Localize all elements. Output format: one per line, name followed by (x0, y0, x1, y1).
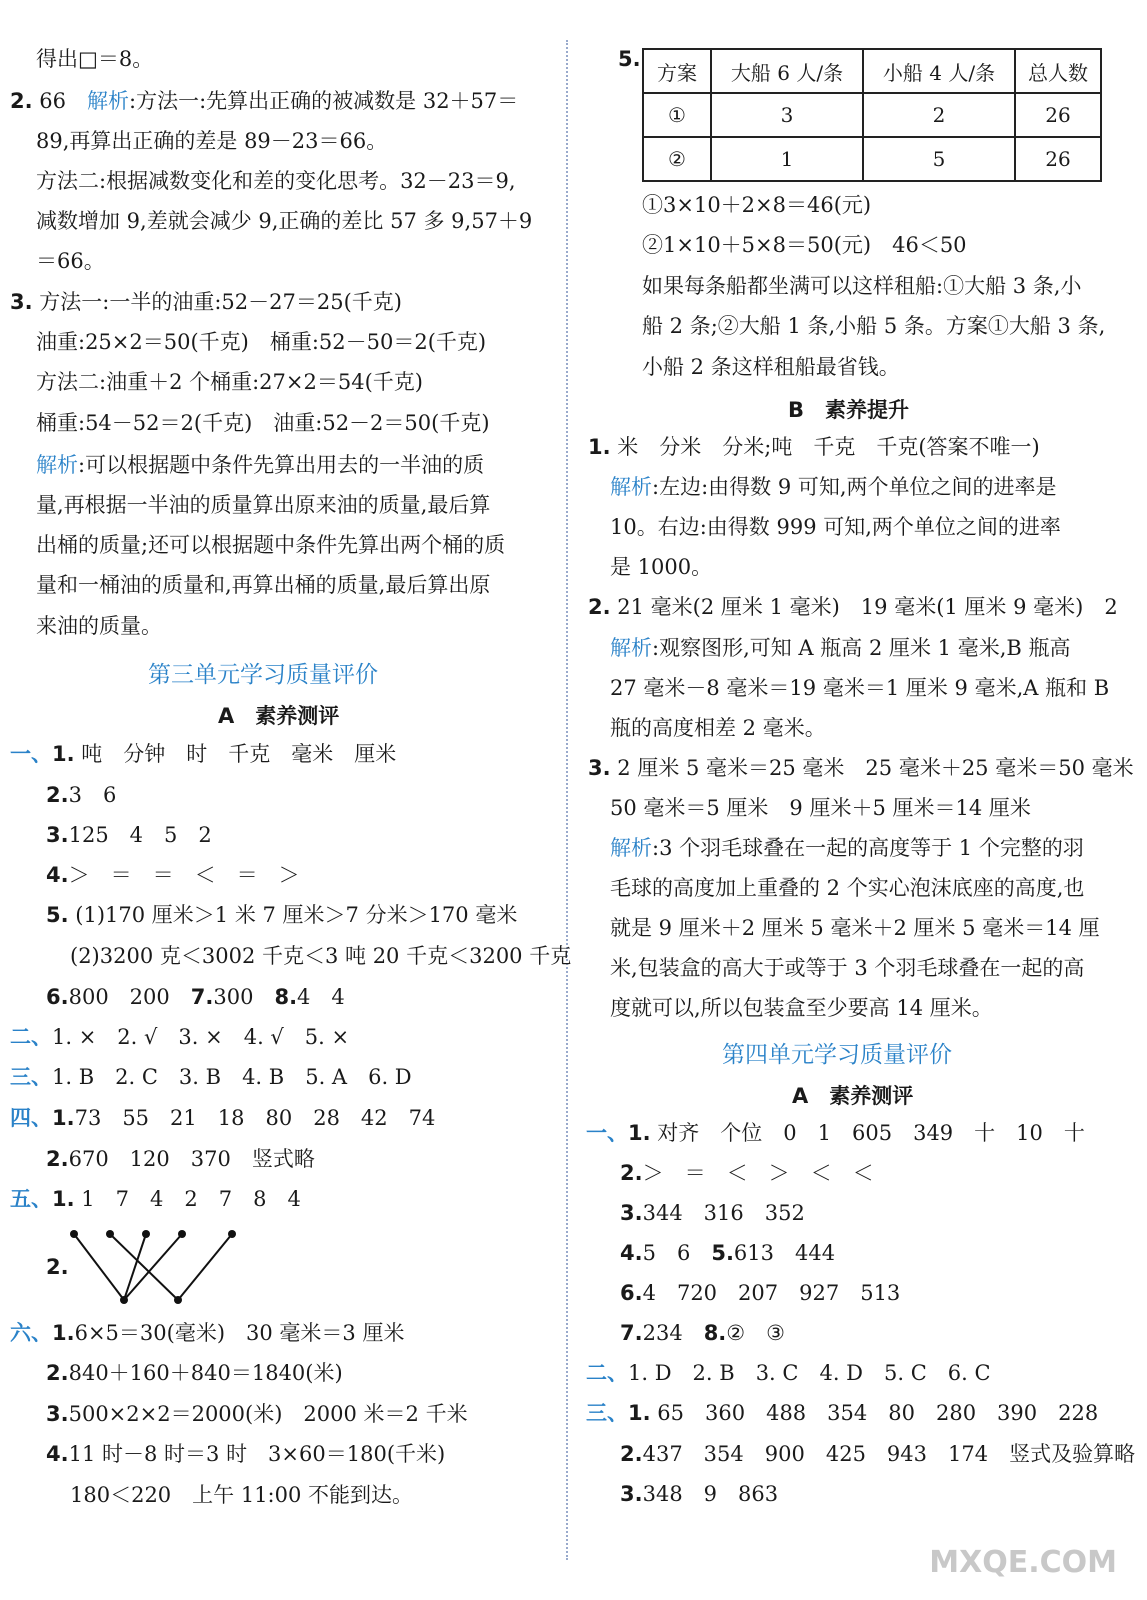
answer-line: 5. (618, 47, 641, 71)
table-row (643, 93, 1101, 137)
table-cell: ① (643, 93, 711, 137)
answer-line: 3. 2 厘米 5 毫米＝25 毫米 25 毫米＋25 毫米＝50 毫米 (588, 756, 1134, 780)
table-cell: 5 (863, 137, 1015, 181)
answer-line: 2.840＋160＋840＝1840(米) (46, 1361, 343, 1385)
matching-lines-diagram (60, 1224, 250, 1308)
table-header: 大船 6 人/条 (711, 49, 863, 93)
answer-line: 27 毫米－8 毫米＝19 毫米＝1 厘米 9 毫米,A 瓶和 B (610, 676, 1110, 700)
answer-line: 量和一桶油的质量和,再算出桶的质量,最后算出原 (36, 573, 491, 597)
analysis-label: 解析 (36, 453, 78, 477)
unit-heading: 第三单元学习质量评价 (148, 662, 378, 688)
table-cell: 1 (711, 137, 863, 181)
answer-line: 就是 9 厘米＋2 厘米 5 毫米＋2 厘米 5 毫米＝14 厘 (610, 916, 1100, 940)
match-dot (70, 1230, 78, 1238)
answer-line: 89,再算出正确的差是 89－23＝66。 (36, 129, 388, 153)
answer-line: 4.5 6 5.613 444 (620, 1241, 836, 1265)
answer-line: 3.125 4 5 2 (46, 823, 212, 847)
answer-line: 桶重:54－52＝2(千克) 油重:52－2＝50(千克) (36, 411, 490, 435)
answer-line: 3.500×2×2＝2000(米) 2000 米＝2 千米 (46, 1402, 468, 1426)
analysis-label: 解析 (610, 836, 652, 860)
answer-line: 四、1.73 55 21 18 80 28 42 74 (10, 1106, 436, 1130)
plan-table (642, 48, 1102, 182)
answer-line: 方法二:根据减数变化和差的变化思考。32－23＝9, (36, 169, 516, 193)
match-dot (228, 1230, 236, 1238)
answer-line: 2.3 6 (46, 783, 117, 807)
answer-line: 一、1. 对齐 个位 0 1 605 349 十 10 十 (586, 1121, 1085, 1145)
answer-line: 2.437 354 900 425 943 174 竖式及验算略 (620, 1442, 1136, 1466)
table-header: 方案 (643, 49, 711, 93)
answer-line: 解析:3 个羽毛球叠在一起的高度等于 1 个完整的羽 (610, 836, 1084, 860)
answer-line: 3.348 9 863 (620, 1482, 779, 1506)
answer-line: 6.800 200 7.300 8.4 4 (46, 985, 345, 1009)
answer-line: 三、1. 65 360 488 354 80 280 390 228 (586, 1401, 1099, 1425)
answer-line: 油重:25×2＝50(千克) 桶重:52－50＝2(千克) (36, 330, 487, 354)
match-line (110, 1234, 178, 1300)
answer-line: 6.4 720 207 927 513 (620, 1281, 901, 1305)
answer-line: 二、1. × 2. √ 3. × 4. √ 5. × (10, 1025, 350, 1049)
match-dot (120, 1296, 128, 1304)
answer-line: 50 毫米＝5 厘米 9 厘米＋5 厘米＝14 厘米 (610, 796, 1031, 820)
match-line (178, 1234, 232, 1300)
answer-line: 10。右边:由得数 999 可知,两个单位之间的进率 (610, 515, 1061, 539)
answer-line: 五、1. 1 7 4 2 7 8 4 (10, 1187, 301, 1211)
answer-line: 2.＞ ＝ ＜ ＞ ＜ ＜ (620, 1161, 874, 1185)
answer-line: 六、1.6×5＝30(毫米) 30 毫米＝3 厘米 (10, 1321, 405, 1345)
section-subheading: A 素养测评 (792, 1084, 914, 1108)
answer-line: 方法二:油重＋2 个桶重:27×2＝54(千克) (36, 370, 423, 394)
answer-line: 减数增加 9,差就会减少 9,正确的差比 57 多 9,57＋9 (36, 209, 533, 233)
answer-line: ＝66。 (36, 249, 105, 273)
answer-line: 7.234 8.② ③ (620, 1321, 785, 1345)
table-header-row (643, 49, 1101, 93)
section-subheading: A 素养测评 (218, 704, 340, 728)
answer-line: 三、1. B 2. C 3. B 4. B 5. A 6. D (10, 1065, 412, 1089)
analysis-label: 解析 (610, 475, 652, 499)
match-dot (106, 1230, 114, 1238)
table-header: 小船 4 人/条 (863, 49, 1015, 93)
watermark-logo: MXQE.COM (929, 1545, 1117, 1580)
answer-line: 量,再根据一半油的质量算出原来油的质量,最后算 (36, 493, 491, 517)
match-dot (142, 1230, 150, 1238)
answer-line: 3.344 316 352 (620, 1201, 805, 1225)
match-dot (178, 1230, 186, 1238)
unit-heading: 第四单元学习质量评价 (722, 1042, 952, 1068)
answer-line: 来油的质量。 (36, 614, 162, 638)
analysis-label: 解析 (87, 89, 130, 113)
table-cell: 3 (711, 93, 863, 137)
match-line (74, 1234, 124, 1300)
answer-line: 4.11 时－8 时＝3 时 3×60＝180(千米) (46, 1442, 446, 1466)
column-separator (566, 40, 568, 1560)
table-cell: 26 (1015, 137, 1101, 181)
table-cell: ② (643, 137, 711, 181)
answer-line: 一、1. 吨 分钟 时 千克 毫米 厘米 (10, 742, 397, 766)
table-row (643, 137, 1101, 181)
answer-line: (2)3200 克＜3002 千克＜3 吨 20 千克＜3200 千克 (70, 944, 572, 968)
answer-line: 米,包装盒的高大于或等于 3 个羽毛球叠在一起的高 (610, 956, 1085, 980)
answer-line: 得出□＝8。 (36, 47, 154, 71)
answer-line: 船 2 条;②大船 1 条,小船 5 条。方案①大船 3 条, (642, 314, 1106, 338)
analysis-label: 解析 (610, 636, 652, 660)
answer-line: 2. 21 毫米(2 厘米 1 毫米) 19 毫米(1 厘米 9 毫米) 2 (588, 595, 1118, 619)
answer-line: 二、1. D 2. B 3. C 4. D 5. C 6. C (586, 1361, 991, 1385)
answer-line: 2.670 120 370 竖式略 (46, 1147, 315, 1171)
answer-line: 3. 方法一:一半的油重:52－27＝25(千克) (10, 290, 402, 314)
answer-line: 解析:观察图形,可知 A 瓶高 2 厘米 1 毫米,B 瓶高 (610, 636, 1071, 660)
answer-line: 解析:可以根据题中条件先算出用去的一半油的质 (36, 453, 485, 477)
answer-line: 5. (1)170 厘米＞1 米 7 厘米＞7 分米＞170 毫米 (46, 903, 518, 927)
table-header: 总人数 (1015, 49, 1101, 93)
answer-line: 解析:左边:由得数 9 可知,两个单位之间的进率是 (610, 475, 1057, 499)
match-dot (174, 1296, 182, 1304)
answer-line: ①3×10＋2×8＝46(元) (642, 193, 872, 217)
table-cell: 2 (863, 93, 1015, 137)
answer-line: ②1×10＋5×8＝50(元) 46＜50 (642, 233, 967, 257)
answer-line: 1. 米 分米 分米;吨 千克 千克(答案不唯一) (588, 435, 1040, 459)
answer-line: 如果每条船都坐满可以这样租船:①大船 3 条,小 (642, 274, 1082, 298)
answer-line: 毛球的高度加上重叠的 2 个实心泡沫底座的高度,也 (610, 876, 1085, 900)
match-line (124, 1234, 182, 1300)
answer-line: 4.＞ ＝ ＝ ＜ ＝ ＞ (46, 863, 300, 887)
answer-line: 2. 66 解析:方法一:先算出正确的被减数是 32＋57＝ (10, 89, 519, 113)
answer-line: 出桶的质量;还可以根据题中条件先算出两个桶的质 (36, 533, 506, 557)
answer-line: 度就可以,所以包装盒至少要高 14 厘米。 (610, 996, 993, 1020)
answer-line: 瓶的高度相差 2 毫米。 (610, 716, 826, 740)
answer-line: 小船 2 条这样租船最省钱。 (642, 355, 900, 379)
section-subheading: B 素养提升 (788, 398, 910, 422)
answer-line: 是 1000。 (610, 555, 713, 579)
table-cell: 26 (1015, 93, 1101, 137)
answer-line: 180＜220 上午 11:00 不能到达。 (70, 1483, 414, 1507)
answer-line: 2. (46, 1255, 69, 1279)
